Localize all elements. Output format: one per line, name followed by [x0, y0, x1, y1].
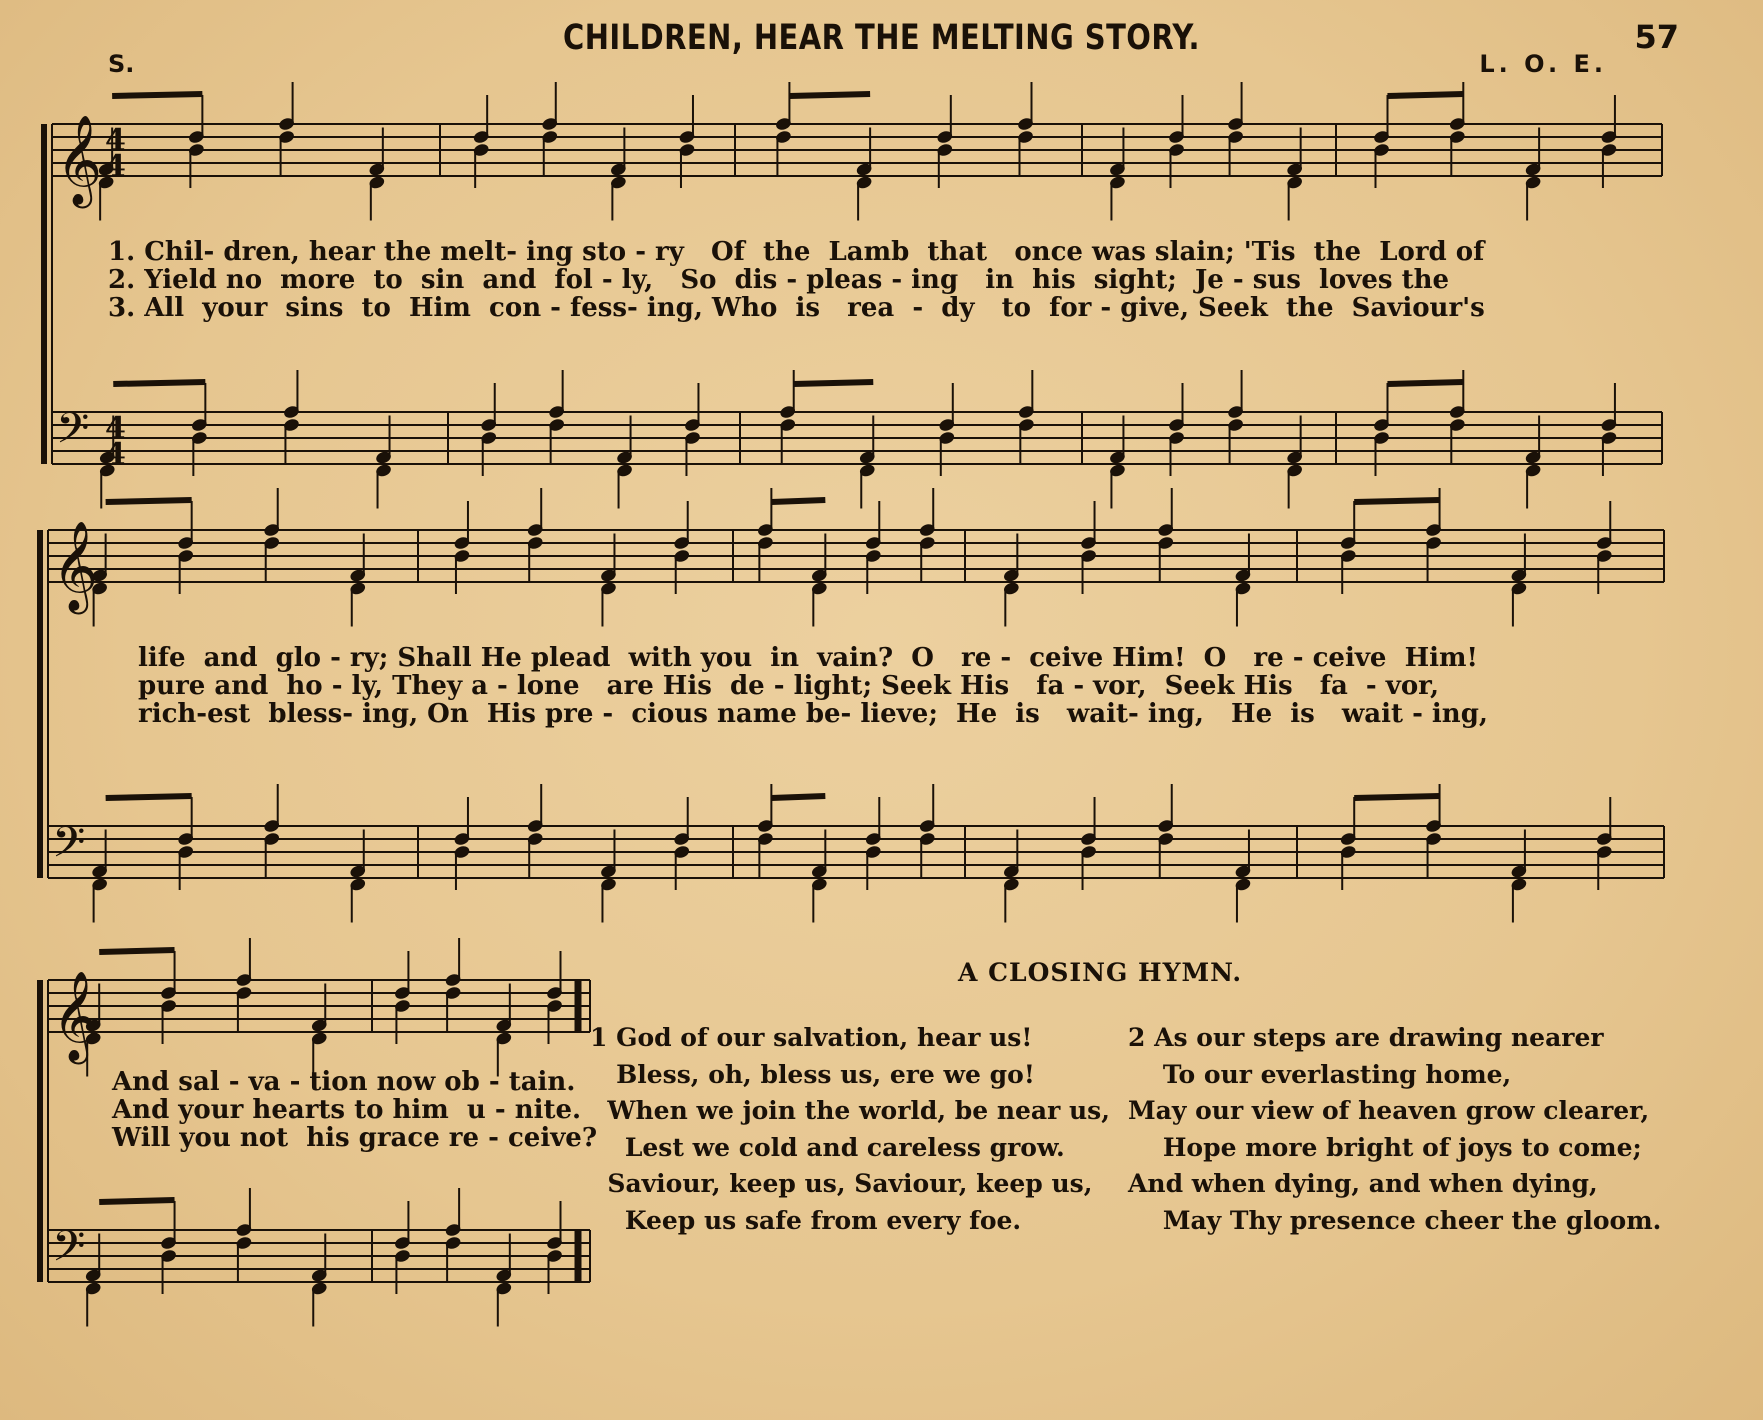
note-beam — [1387, 382, 1463, 384]
note-beam — [99, 950, 174, 952]
verse1-line: Saviour, keep us, Saviour, keep us, — [590, 1169, 1093, 1198]
lyric-verse2-line1: 2. Yield no more to sin and fol - ly, So dis - pleas - ing in his sight; Je - sus loves the — [108, 265, 1450, 295]
note-beam — [794, 382, 874, 384]
treble-clef: 𝄞 — [52, 521, 99, 611]
closing-hymn-title: A CLOSING HYMN. — [958, 958, 1243, 987]
composer-mark: S. — [108, 50, 135, 78]
note-beam — [112, 94, 202, 96]
verse1-line: 1 God of our salvation, hear us! — [590, 1023, 1033, 1052]
verse2-line: May our view of heaven grow clearer, — [1128, 1096, 1650, 1125]
page-number: 57 — [1634, 18, 1679, 56]
lyric-verse1-line3: And sal - va - tion now ob - tain. — [112, 1067, 576, 1097]
verse2-line: To our everlasting home, — [1128, 1059, 1512, 1089]
note-beam — [1387, 94, 1463, 96]
verse1-line: When we join the world, be near us, — [590, 1096, 1110, 1125]
lyric-verse2-line3: And your hearts to him u - nite. — [112, 1095, 582, 1125]
verse1-line: Bless, oh, bless us, ere we go! — [590, 1059, 1035, 1089]
note-beam — [99, 1200, 174, 1202]
verse2-line: Hope more bright of joys to come; — [1128, 1132, 1642, 1162]
treble-clef: 𝄞 — [56, 115, 103, 205]
time-signature: 4 — [105, 149, 126, 184]
note-beam — [771, 796, 825, 798]
closing-hymn-verse1 — [590, 1020, 1110, 1239]
arranger-mark: L. O. E. — [1479, 50, 1607, 78]
note-beam — [1354, 796, 1439, 798]
time-signature: 4 — [105, 437, 126, 472]
time-signature: 4 — [105, 411, 126, 446]
lyric-verse3-line1: 3. All your sins to Him con - fess- ing, Who is rea - dy to for - give, Seek the Saviour's — [108, 293, 1485, 323]
lyric-verse3-line3: Will you not his grace re - ceive? — [112, 1123, 598, 1153]
lyric-verse2-line2: pure and ho - ly, They a - lone are His de - light; Seek His fa - vor, Seek His fa - vor, — [138, 671, 1440, 701]
note-beam — [106, 500, 192, 502]
treble-clef: 𝄞 — [52, 971, 99, 1061]
note-beam — [1354, 500, 1439, 502]
time-signature: 4 — [105, 123, 126, 158]
verse1-line: Lest we cold and careless grow. — [590, 1132, 1065, 1162]
note-beam — [771, 500, 825, 502]
lyric-verse3-line2: rich-est bless- ing, On His pre - cious name be- lieve; He is wait- ing, He is wait - ing, — [138, 699, 1488, 729]
verse2-line: And when dying, and when dying, — [1128, 1169, 1598, 1198]
verse1-line: Keep us safe from every foe. — [590, 1205, 1022, 1235]
closing-hymn-verse2 — [1128, 1020, 1661, 1239]
song-title: CHILDREN, HEAR THE MELTING STORY. — [563, 18, 1200, 58]
bass-clef: 𝄢 — [56, 404, 90, 464]
verse2-line: 2 As our steps are drawing nearer — [1128, 1023, 1604, 1052]
lyric-verse1-line1: 1. Chil- dren, hear the melt- ing sto - ry Of the Lamb that once was slain; 'Tis the Lord of — [108, 237, 1485, 267]
note-beam — [106, 796, 192, 798]
lyric-verse1-line2: life and glo - ry; Shall He plead with you in vain? O re - ceive Him! O re - ceive Him! — [138, 643, 1478, 673]
verse2-line: May Thy presence cheer the gloom. — [1128, 1205, 1662, 1235]
note-beam — [113, 382, 205, 384]
note-beam — [789, 94, 870, 96]
bass-clef: 𝄢 — [52, 1222, 86, 1282]
bass-clef: 𝄢 — [52, 818, 86, 878]
